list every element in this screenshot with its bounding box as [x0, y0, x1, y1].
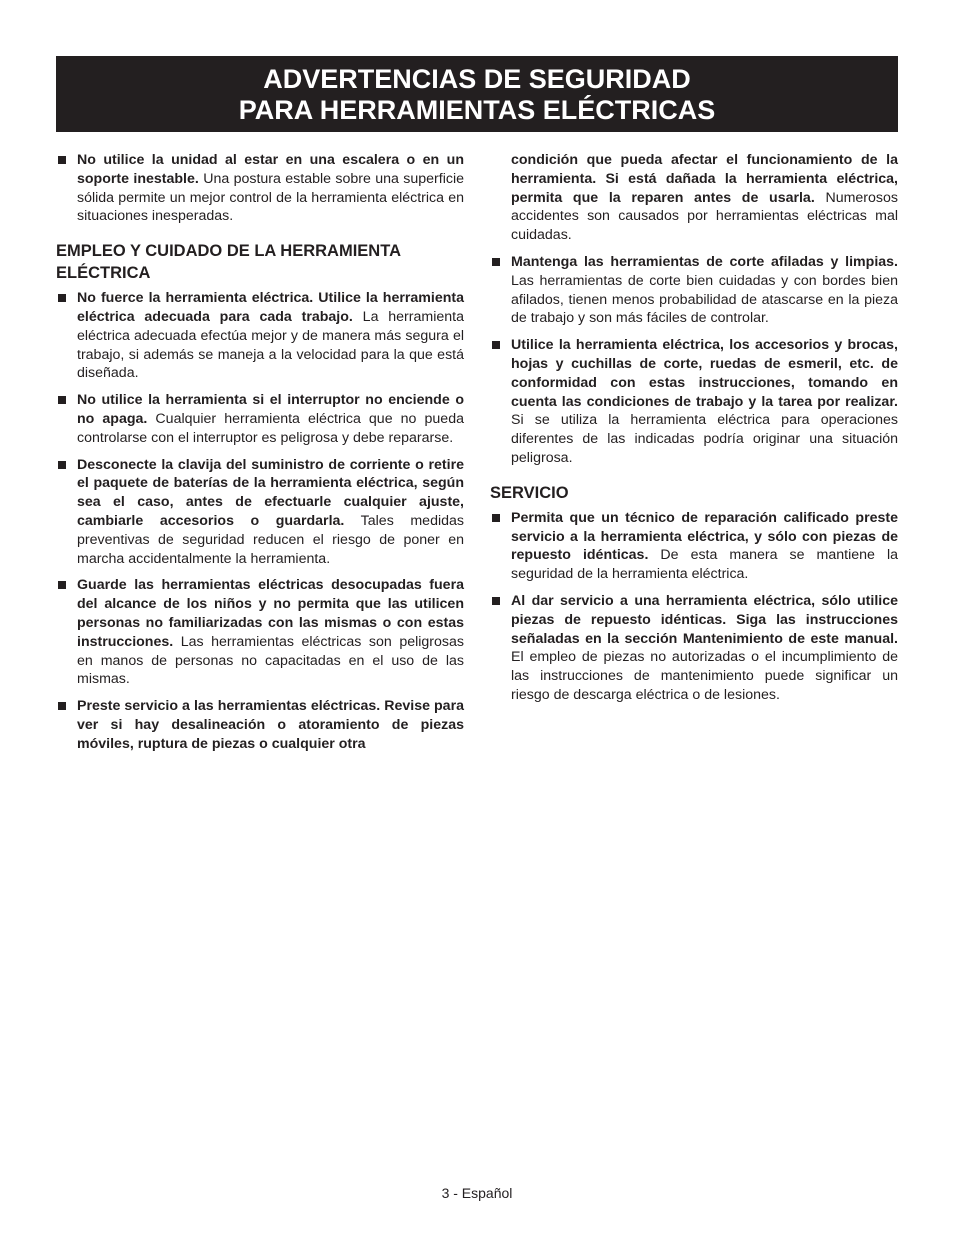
list-item — [56, 391, 464, 447]
item-paragraph — [77, 576, 464, 689]
item-body-text: Las herramientas eléctricas son peligrosas en manos de personas no capacitadas en el uso de las mismas. — [77, 633, 464, 688]
page-footer: 3 - Español — [441, 1185, 513, 1201]
item-body-text: El empleo de piezas no autorizadas o el incumplimiento de las instrucciones de mantenimiento puede significar un riesgo de descarga eléctrica o de lesiones. — [511, 649, 898, 703]
item-body-text: De esta manera se mantiene la seguridad de la herramienta eléctrica. — [511, 547, 898, 583]
item-paragraph — [77, 151, 464, 226]
item-body-text: La herramienta eléctrica adecuada efectúa mejor y de manera más segura el trabajo, si además se maneja a la velocidad para la que está diseñada. — [77, 308, 464, 382]
square-bullet-icon — [492, 514, 500, 522]
item-paragraph — [511, 151, 898, 245]
square-bullet-icon — [58, 702, 66, 710]
item-bold-text: No fuerce la herramienta eléctrica. Utilice la herramienta eléctrica adecuada para cada trabajo. — [77, 290, 464, 325]
page-title-line-1: ADVERTENCIAS DE SEGURIDAD — [263, 63, 691, 94]
right-column — [490, 151, 898, 713]
item-bold-text: No utilice la herramienta si el interruptor no enciende o no apaga. — [77, 392, 464, 427]
square-bullet-icon — [58, 581, 66, 589]
item-paragraph — [511, 336, 898, 468]
item-body-text: Una postura estable sobre una superficie sólida permite un mejor control de la herramienta eléctrica en situaciones inesperadas. — [77, 170, 464, 225]
item-bold-text: Desconecte la clavija del suministro de corriente o retire el paquete de baterías de la herramienta eléctrica, según sea el caso, antes de efectuarle cualquier ajuste, cambiarle accesorios o guardarla. — [77, 456, 464, 529]
section-heading-servicio: SERVICIO — [490, 483, 569, 502]
section-heading-empleo: EMPLEO Y CUIDADO DE LA HERRAMIENTA ELÉCTRICA — [56, 242, 401, 283]
list-item — [56, 289, 464, 383]
left-column — [56, 151, 464, 762]
page-title-banner — [56, 56, 898, 132]
page-title-line-2: PARA HERRAMIENTAS ELÉCTRICAS — [238, 94, 716, 125]
square-bullet-icon — [58, 294, 66, 302]
item-bold-text: Preste servicio a las herramientas eléctricas. Revise para ver si hay desalineación o atoramiento de piezas móviles, ruptura de piezas o cualquier otra — [77, 698, 464, 752]
list-item — [56, 576, 464, 689]
item-bold-text: Al dar servicio a una herramienta eléctrica, sólo utilice piezas de repuesto idénticas. Siga las instrucciones señaladas en la sección Mantenimiento de este manual. — [511, 592, 898, 647]
square-bullet-icon — [492, 341, 500, 349]
list-item — [490, 336, 898, 468]
list-item — [490, 509, 898, 584]
item-body-text: Cualquier herramienta eléctrica que no pueda controlarse con el interruptor es peligrosa y debe repararse. — [77, 410, 464, 446]
list-item — [56, 151, 464, 226]
list-item — [56, 697, 464, 753]
item-bold-text: Guarde las herramientas eléctricas desocupadas fuera del alcance de los niños y no permita que las utilicen personas no familiarizadas con las mismas o con estas instrucciones. — [77, 577, 464, 650]
item-body-text: Tales medidas preventivas de seguridad reducen el riesgo de poner en marcha accidentalmente la herramienta. — [77, 512, 464, 567]
item-paragraph — [77, 289, 464, 383]
item-paragraph — [77, 391, 464, 447]
list-item — [56, 456, 464, 569]
square-bullet-icon — [492, 597, 500, 605]
square-bullet-icon — [58, 396, 66, 404]
item-paragraph — [511, 253, 898, 328]
item-body-text: Numerosos accidentes son causados por herramientas eléctricas mal cuidadas. — [511, 189, 898, 244]
item-bold-text: No utilice la unidad al estar en una escalera o en un soporte inestable. — [77, 152, 464, 187]
item-body-text: Las herramientas de corte bien cuidadas y con bordes bien afilados, tienen menos probabilidad de atascarse en la pieza de trabajo y son más fáciles de controlar. — [511, 272, 898, 327]
list-item — [490, 253, 898, 328]
item-bold-text: Mantenga las herramientas de corte afiladas y limpias. — [511, 253, 898, 270]
item-paragraph — [511, 592, 898, 705]
item-paragraph — [77, 697, 464, 753]
item-paragraph — [511, 509, 898, 584]
item-paragraph — [77, 456, 464, 569]
square-bullet-icon — [58, 461, 66, 469]
square-bullet-icon — [58, 156, 66, 164]
list-item — [490, 592, 898, 705]
square-bullet-icon — [492, 258, 500, 266]
item-bold-text: Permita que un técnico de reparación calificado preste servicio a la herramienta eléctrica, y sólo con piezas de repuesto idénticas. — [511, 509, 898, 564]
item-bold-text: Utilice la herramienta eléctrica, los accesorios y brocas, hojas y cuchillas de corte, ruedas de esmeril, etc. de conformidad con estas instrucciones, tomando en cuenta las condiciones de trabajo y la tarea por realizar. — [511, 337, 898, 410]
list-item-continuation — [490, 151, 898, 245]
item-body-text: Si se utiliza la herramienta eléctrica para operaciones diferentes de las indicadas podría originar una situación peligrosa. — [511, 412, 898, 466]
item-bold-text: condición que pueda afectar el funcionamiento de la herramienta. Si está dañada la herramienta eléctrica, permita que la reparen antes de usarla. — [511, 152, 898, 206]
